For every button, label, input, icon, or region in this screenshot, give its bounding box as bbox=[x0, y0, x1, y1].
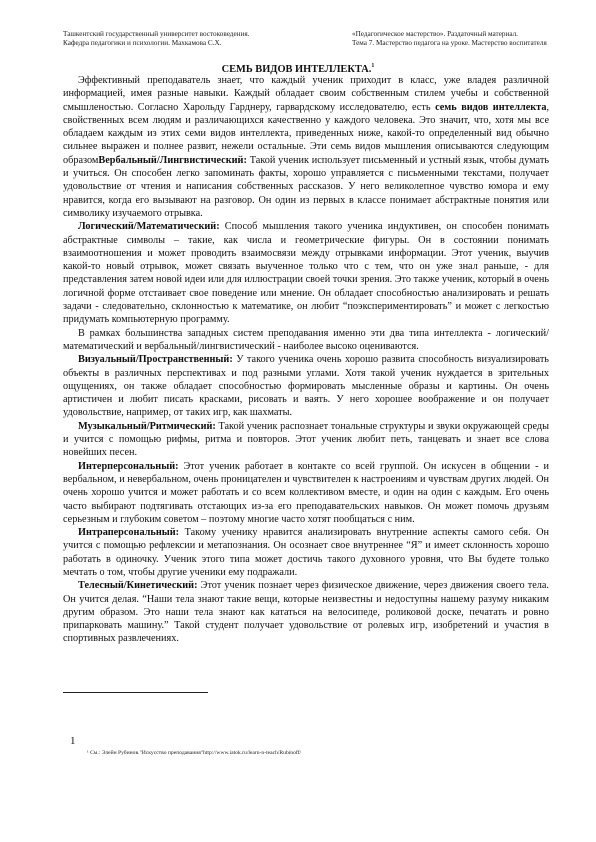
footnote-text: ¹ См.: Элейн Рубинов."Искусство преподавания"http://www.iatok.ru/learn-n-teach/Rubinoff/ bbox=[87, 750, 302, 756]
middle-paragraph: В рамках большинства западных систем преподавания именно эти два типа интеллекта - логический/математический и вербальный/лингвистический - наиболее высоко оцениваются. bbox=[63, 327, 549, 352]
body-text bbox=[63, 74, 549, 646]
type-name: Интерперсональный: bbox=[78, 460, 179, 472]
type-paragraph-musical bbox=[63, 420, 549, 460]
type-name: Вербальный/Лингвистический: bbox=[98, 154, 247, 166]
intro-text-2: , свойственных всем людям и различающихся качественно у каждого человека. Это значит, что, хотя мы все обладаем каждым из этих семи видов интеллекта, приведенных ниже, какой-то определенный вид обычно сильнее выражен и полнее развит, нежели остальные. Эти семь видов мышления описываются следующим образом bbox=[63, 101, 550, 166]
type-description: Такой ученик распознает тональные структуры и звуки окружающей среды и учится с помощью рифмы, ритма и повторов. Этот ученик любит петь, танцевать и знает все слова новейших песен. bbox=[63, 420, 549, 459]
header-department: Кафедра педагогики и психологии. Махкамова С.Х. bbox=[63, 39, 222, 47]
type-name: Музыкальный/Ритмический: bbox=[78, 420, 216, 432]
type-paragraph-visual bbox=[63, 353, 549, 419]
intro-text-1: Эффективный преподаватель знает, что каждый ученик приходит в класс, уже владея различной информацией, имея разные навыки. Каждый обладает своим собственным стилем учебы и собственной смышленостью. Согласно Харольду Гарднеру, гарвардскому исследователю, есть bbox=[63, 75, 549, 113]
type-description: Этот ученик работает в контакте со всей группой. Он искусен в общении - и вербальном, и невербальном, очень проницателен и чувствителен к настроениям и чувствам других людей. Он очень хорошо учится и может работать и со всем коллективом вместе, и один на один с каждым. Его очень часто выбирают подтягивать отстающих из-за его преподавательских навыков. Он может помочь друзьям серьезным и глубоким советом – поэтому многие часто хотят пообщаться с ним. bbox=[63, 460, 549, 525]
type-name: Интраперсональный: bbox=[78, 527, 180, 539]
type-name: Визуальный/Пространственный: bbox=[78, 354, 233, 366]
footnote-number: 1 bbox=[70, 735, 76, 747]
type-description: Способ мышления такого ученика индуктивен, он способен понимать абстрактные символы – такие, как числа и геометрические фигуры. Он в состоянии понимать взаимоотношения и может проводить взаимосвязи между отрывками информации. Этот ученик, выучив какой-то новый отрывок, может связать выученное только что с тем, что он уже знал раньше, - для представления затем новой идеи или для иллюстрации своей точки зрения. Это также ученик, который в очень логичной форме отстаивает свое поведение или мнение. Он обладает способностью анализировать и решать задачи - следовательно, склонностью к математике, он любит “поэкспериментировать” и может с легкостью придумать компьютерную программу. bbox=[63, 221, 549, 326]
type-description: У такого ученика очень хорошо развита способность визуализировать объекты в различных перспективах и под разными углами. Хотя такой ученик нуждается в зрительных ощущениях, он также обладает способностью формировать мысленные образы и картины. Он очень артистичен и любит писать красками, рисовать и ваять. У него хорошее воображение и он получает удовольствие, например, от таких игр, как шахматы. bbox=[63, 354, 549, 419]
footnote-divider bbox=[63, 692, 208, 693]
header-university: Ташкентский государственный университет востоковедения. bbox=[63, 30, 250, 38]
type-name: Логический/Математический: bbox=[78, 221, 220, 233]
type-paragraph-logical bbox=[63, 220, 549, 326]
type-paragraph-intrapersonal bbox=[63, 526, 549, 579]
type-paragraph-interpersonal bbox=[63, 460, 549, 526]
type-name: Телесный/Кинетический: bbox=[78, 580, 198, 592]
type-description: Такому ученику нравится анализировать внутренние аспекты самого себя. Он учится с помощью рефлексии и метапознания. Он осознает свое внутреннее “Я” и имеет склонность хорошо работать в одиночку. Ученик этого типа может достичь такого духовного уровня, что Вы будете только мечтать о том, чтобы другие ученики ему подражали. bbox=[63, 527, 549, 578]
header-topic: Тема 7. Мастерство педагога на уроке. Мастерство воспитателя bbox=[352, 39, 547, 47]
title-text: СЕМЬ ВИДОВ ИНТЕЛЛЕКТА. bbox=[221, 64, 372, 75]
intro-bold-term: семь видов интеллекта bbox=[435, 101, 547, 113]
type-paragraph-kinesthetic bbox=[63, 579, 549, 645]
header-right bbox=[352, 30, 547, 48]
header-left bbox=[63, 30, 249, 48]
type-description: Этот ученик познает через физическое движение, через движения своего тела. Он учится делая. “Наши тела знают такие вещи, которые неизвестны и недоступны нашему разуму никаким другим образом. Это наши тела знают как кататься на велосипеде, роликовой доске, печатать и ровно припарковать машину.” Такой студент получает удовольствие от ролевых игр, изобретений и участия в спортивных развлечениях. bbox=[63, 580, 549, 645]
footnote-ref: 1 bbox=[371, 63, 375, 69]
type-description: Такой ученик использует письменный и устный язык, чтобы думать и учиться. Он способен легко запоминать факты, хорошо управляется с письменными текстами, получает удовольствие от чтения и написания собственных рассказов. У него великолепное чувство юмора и ему нравится, когда его вызывают на разговор. Он один из первых в классе понимает абстрактные понятия или символику изучаемого отрывка. bbox=[63, 154, 549, 219]
header-course: «Педагогическое мастерство». Раздаточный материал. bbox=[352, 30, 518, 38]
intro-paragraph bbox=[63, 74, 549, 220]
